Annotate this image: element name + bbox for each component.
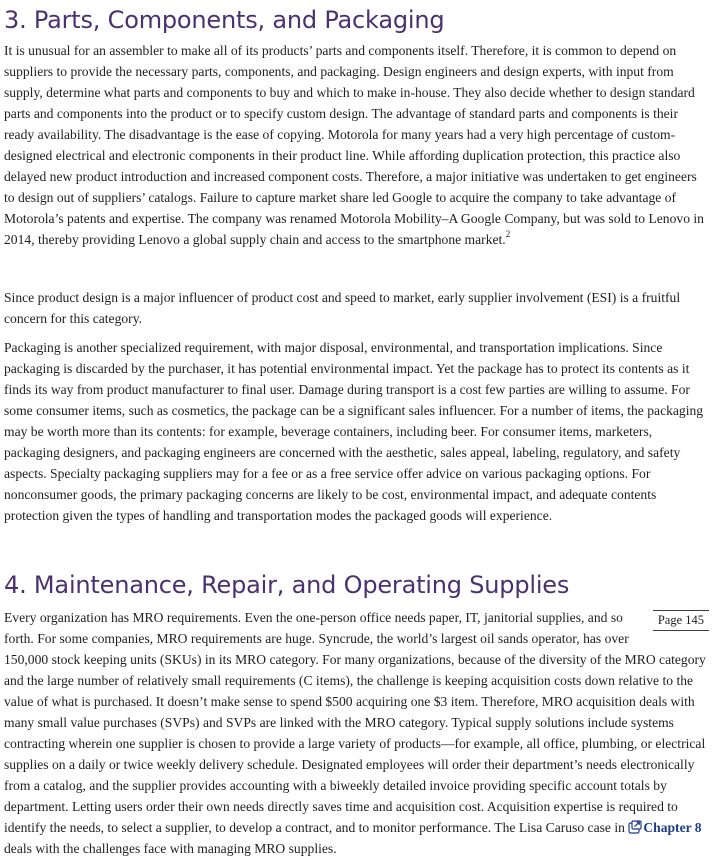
footnote-ref-2[interactable]: 2 <box>505 229 511 240</box>
chapter-8-link[interactable] <box>628 820 701 835</box>
paragraph-mro <box>4 607 709 859</box>
section-heading-mro: 4. Maintenance, Repair, and Operating Supplies <box>4 571 570 599</box>
external-link-icon <box>628 820 642 834</box>
paragraph-text: Every organization has MRO requirements. Even the one-person office needs paper, IT, janitorial supplies, and so forth. For some companies, MRO requirements are huge. Syncrude, the world’s largest oil sands operator, has over 150,000 stock keeping units (SKUs) in its MRO category. For many organizations, because of the diversity of the MRO category and the large number of relatively small requirements (C items), the challenge is keeping acquisition costs down relative to the value of what is purchased. It doesn’t make sense to spend $500 acquiring one $3 item. Therefore, MRO acquisition deals with many small value purchases (SVPs) and SVPs are linked with the MRO category. Typical supply solutions include systems contracting wherein one supplier is chosen to provide a large variety of products—for example, all office, plumbing, or electrical supplies on a daily or twice weekly delivery schedule. Designated employees will order their department’s needs electronically from a catalog, and the supplier provides accounting with a biweekly detailed invoice providing specific account totals by department. Letting users order their own needs directly saves time and acquisition cost. Acquisition expertise is required to identify the needs, to select a supplier, to develop a contract, and to monitor performance. The Lisa Caruso case in <box>4 610 706 835</box>
paragraph-packaging: Packaging is another specialized requirement, with major disposal, environmental, and transportation implications. Since packaging is discarded by the purchaser, it has potential environmental impact. Yet the package has to protect its contents as it finds its way from product manufacturer to final user. Damage during transport is a cost few parties are willing to assume. For some consumer items, such as cosmetics, the package can be a significant sales influencer. For a number of items, the packaging may be worth more than its contents: for example, beverage containers, including beer. For consumer items, marketers, packaging designers, and packaging engineers are concerned with the aesthetic, sales appeal, labeling, regulatory, and safety aspects. Specialty packaging suppliers may for a fee or as a free service offer advice on various packaging options. For nonconsumer goods, the primary packaging concerns are likely to be cost, environmental impact, and adequate contents protection given the types of handling and transportation modes the packaged goods will experience. <box>4 340 704 523</box>
paragraph-esi: Since product design is a major influencer of product cost and speed to market, early supplier involvement (ESI) is a fruitful concern for this category. <box>4 290 681 326</box>
section-heading-parts-components: 3. Parts, Components, and Packaging <box>4 6 445 34</box>
page-marker: Page 145 <box>653 610 709 631</box>
paragraph-tail: deals with the challenges face with managing MRO supplies. <box>4 841 337 856</box>
paragraph-parts-components <box>4 40 709 250</box>
paragraph-text: It is unusual for an assembler to make all of its products’ parts and components itself. Therefore, it is common to depend on suppliers to provide the necessary parts, components, and packaging. Design engineers and design experts, with input from supply, determine what parts and components to buy and which to make in-house. They also decide whether to design standard parts and components into the product or to specify custom design. The advantage of standard parts and components is their ready availability. The disadvantage is the ease of copying. Motorola for many years had a very high percentage of custom-designed electrical and electronic components in their product line. While affording duplication protection, this practice also delayed new product introduction and increased component costs. Therefore, a major initiative was undertaken to get engineers to design out of suppliers’ catalogs. Failure to capture market share led Google to acquire the company to take advantage of Motorola’s patents and expertise. The company was renamed Motorola Mobility–A Google Company, but was sold to Lenovo in 2014, thereby providing Lenovo a global supply chain and access to the smartphone market. <box>4 43 704 247</box>
chapter-link-label: Chapter 8 <box>643 820 702 835</box>
